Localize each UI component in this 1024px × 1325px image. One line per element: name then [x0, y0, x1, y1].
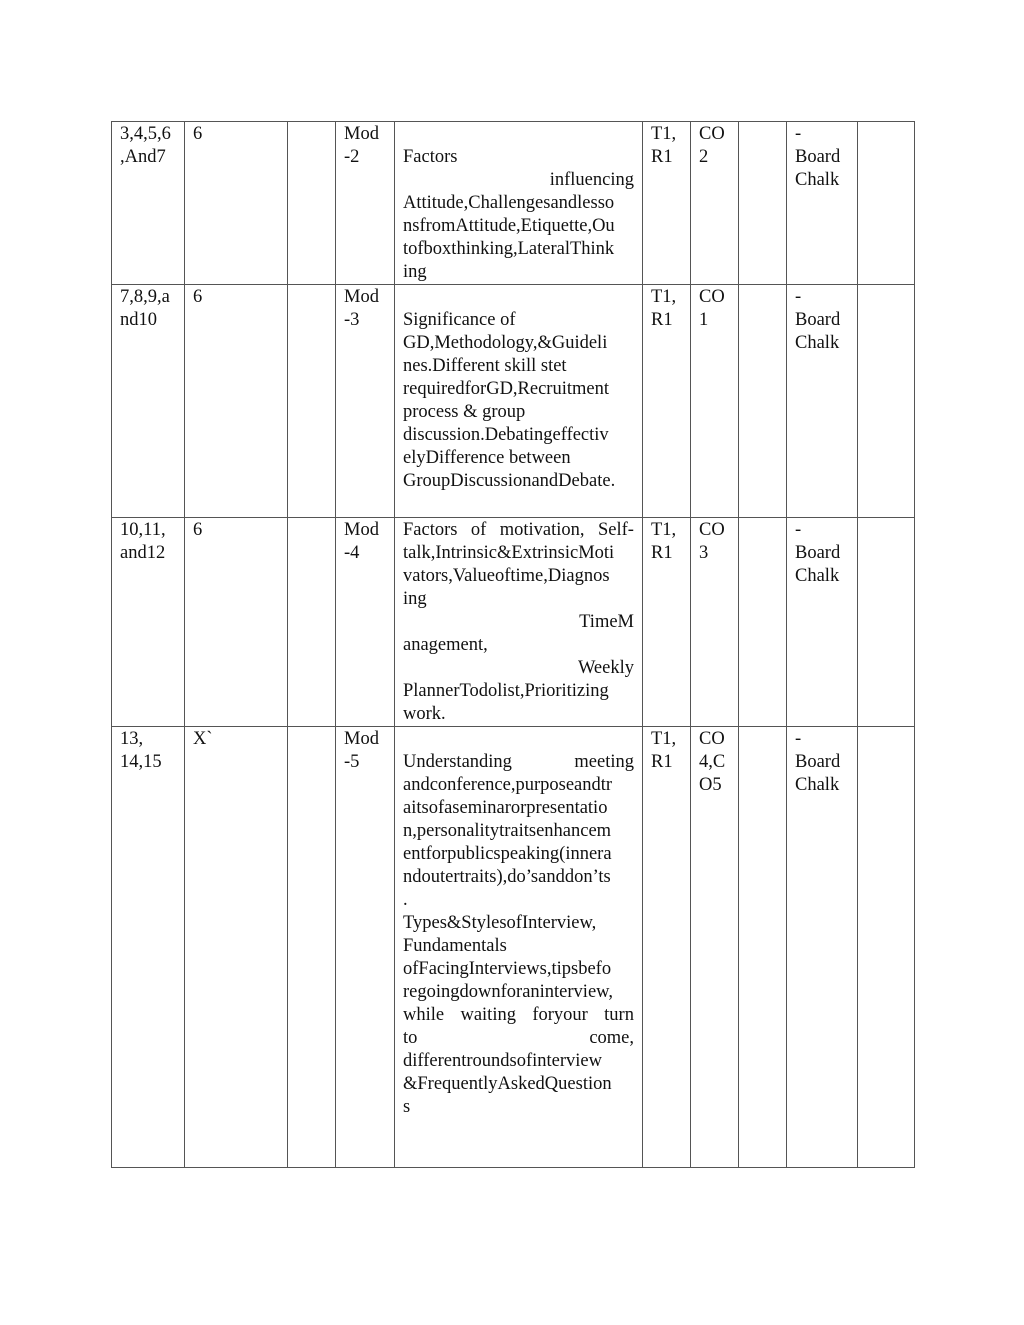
lecture-cell: 10,11, and12 — [112, 518, 185, 727]
topic-line: ofFacingInterviews,tipsbefo — [403, 959, 612, 979]
topic-cell — [395, 518, 643, 727]
blank-cell — [739, 285, 787, 518]
topic-line: aitsofaseminarorpresentatio — [403, 798, 608, 818]
topic-line: andconference,purposeandtr — [403, 775, 613, 795]
table-row — [112, 727, 915, 1168]
blank-cell — [288, 122, 336, 285]
module-cell: Mod -5 — [336, 727, 395, 1168]
topic-line: &FrequentlyAskedQuestion — [403, 1074, 612, 1094]
blank-cell — [739, 122, 787, 285]
course-outcome-cell: CO 2 — [691, 122, 739, 285]
blank-cell — [858, 727, 915, 1168]
lecture-cell: 3,4,5,6 ,And7 — [112, 122, 185, 285]
teaching-method-cell: - Board Chalk — [787, 727, 858, 1168]
topic-word: Self- — [598, 520, 634, 540]
topic-line: . — [403, 890, 408, 910]
hours-cell: 6 — [185, 122, 288, 285]
blank-cell — [858, 285, 915, 518]
topic-word: meeting — [574, 752, 634, 772]
topic-line: vators,Valueoftime,Diagnos — [403, 566, 610, 586]
hours-cell: X` — [185, 727, 288, 1168]
topic-line: entforpublicspeaking(innera — [403, 844, 612, 864]
topic-line: Significance of — [403, 310, 516, 330]
topic-line: requiredforGD,Recruitment — [403, 379, 609, 399]
topic-line: ing — [403, 262, 427, 282]
topic-line: Factors — [403, 147, 458, 167]
topic-line: discussion.Debatingeffectiv — [403, 425, 609, 445]
topic-word: Understanding — [403, 752, 512, 772]
blank-cell — [739, 518, 787, 727]
blank-cell — [288, 727, 336, 1168]
topic-word: of — [470, 520, 487, 540]
topic-line: anagement, — [403, 635, 488, 655]
teaching-method-cell: - Board Chalk — [787, 518, 858, 727]
topic-line: regoingdownforaninterview, — [403, 982, 613, 1002]
topic-line — [403, 286, 634, 309]
topic-line: nsfromAttitude,Etiquette,Ou — [403, 216, 615, 236]
topic-line: ndoutertraits),do’sanddon’ts — [403, 867, 611, 887]
course-outcome-cell: CO 4,C O5 — [691, 727, 739, 1168]
table-row — [112, 518, 915, 727]
hours-cell: 6 — [185, 518, 288, 727]
blank-cell — [288, 518, 336, 727]
lecture-cell: 13, 14,15 — [112, 727, 185, 1168]
topic-line — [403, 1004, 634, 1027]
topic-line: Attitude,Challengesandlesso — [403, 193, 615, 213]
teaching-method-cell: - Board Chalk — [787, 122, 858, 285]
topic-cell — [395, 727, 643, 1168]
table-body — [112, 122, 915, 1168]
topic-line — [403, 123, 634, 146]
hours-cell: 6 — [185, 285, 288, 518]
topic-word: to — [403, 1028, 418, 1048]
topic-line: Fundamentals — [403, 936, 507, 956]
topic-line — [403, 519, 634, 542]
lesson-plan-table — [111, 121, 915, 1168]
table-row — [112, 122, 915, 285]
module-cell: Mod -4 — [336, 518, 395, 727]
topic-cell — [395, 122, 643, 285]
topic-line: influencing — [549, 170, 634, 190]
books-cell: T1, R1 — [643, 518, 691, 727]
topic-line: ing — [403, 589, 427, 609]
topic-line: tofboxthinking,LateralThink — [403, 239, 615, 259]
topic-line — [403, 728, 634, 751]
topic-line — [403, 1027, 634, 1050]
topic-word: foryour — [532, 1005, 588, 1025]
topic-line: GD,Methodology,&Guideli — [403, 333, 608, 353]
topic-line: talk,Intrinsic&ExtrinsicMoti — [403, 543, 615, 563]
course-outcome-cell: CO 3 — [691, 518, 739, 727]
topic-word: motivation, — [499, 520, 585, 540]
lecture-cell: 7,8,9,a nd10 — [112, 285, 185, 518]
table-row — [112, 285, 915, 518]
course-outcome-cell: CO 1 — [691, 285, 739, 518]
topic-line: Types&StylesofInterview, — [403, 913, 597, 933]
topic-word: waiting — [460, 1005, 516, 1025]
topic-word: come, — [589, 1028, 634, 1048]
topic-word: turn — [604, 1005, 634, 1025]
blank-cell — [858, 122, 915, 285]
topic-word: Factors — [403, 520, 458, 540]
topic-line: work. — [403, 704, 446, 724]
module-cell: Mod -3 — [336, 285, 395, 518]
topic-line: nes.Different skill stet — [403, 356, 567, 376]
topic-line: TimeM — [579, 612, 634, 632]
topic-line: elyDifference between — [403, 448, 571, 468]
topic-line: s — [403, 1097, 411, 1117]
topic-line: process & group — [403, 402, 526, 422]
blank-cell — [858, 518, 915, 727]
topic-word: while — [403, 1005, 445, 1025]
teaching-method-cell: - Board Chalk — [787, 285, 858, 518]
topic-line: n,personalitytraitsenhancem — [403, 821, 612, 841]
topic-line: PlannerTodolist,Prioritizing — [403, 681, 609, 701]
topic-cell — [395, 285, 643, 518]
blank-cell — [288, 285, 336, 518]
blank-cell — [739, 727, 787, 1168]
topic-line: differentroundsofinterview — [403, 1051, 602, 1071]
books-cell: T1, R1 — [643, 122, 691, 285]
books-cell: T1, R1 — [643, 285, 691, 518]
module-cell: Mod -2 — [336, 122, 395, 285]
topic-line — [403, 751, 634, 774]
topic-line: Weekly — [577, 658, 634, 678]
topic-line: GroupDiscussionandDebate. — [403, 471, 616, 491]
books-cell: T1, R1 — [643, 727, 691, 1168]
